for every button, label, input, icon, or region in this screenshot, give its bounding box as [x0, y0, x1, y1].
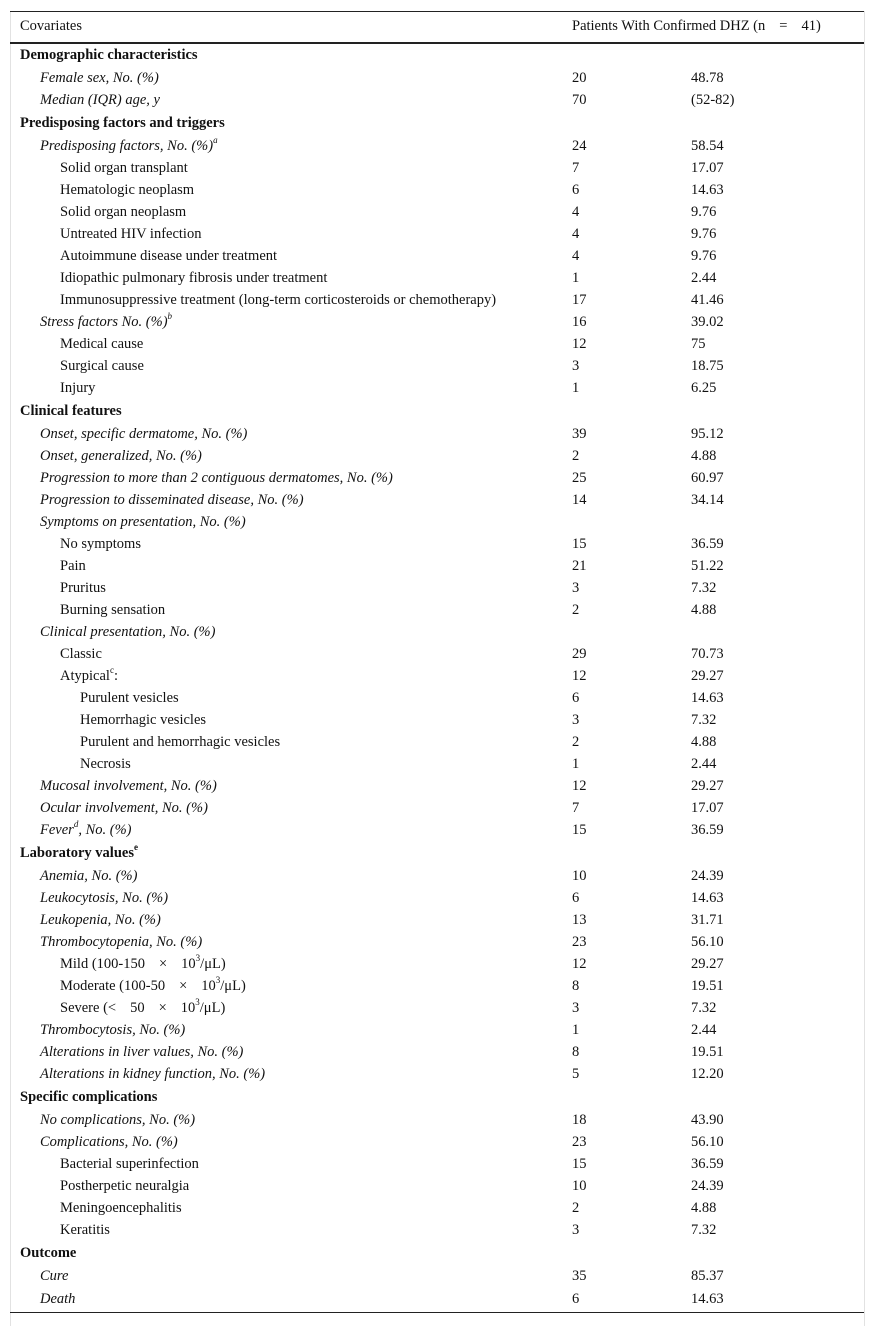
table-row: Onset, generalized, No. (%) 2 4.88	[40, 448, 717, 464]
table-row: No symptoms 15 36.59	[60, 536, 724, 552]
table-row: Alterations in kidney function, No. (%) 5 12.20	[40, 1066, 724, 1082]
table-row: Purulent and hemorrhagic vesicles 2 4.88	[80, 734, 717, 750]
table-row: No complications, No. (%) 18 43.90	[40, 1112, 724, 1128]
table-row: Meningoencephalitis 2 4.88	[60, 1200, 717, 1216]
table-row: Immunosuppressive treatment (long-term corticosteroids or chemotherapy) 17 41.46	[60, 292, 724, 308]
table-row: Hemorrhagic vesicles 3 7.32	[80, 712, 717, 728]
table-row: Hematologic neoplasm 6 14.63	[60, 182, 724, 198]
table-row: Injury 1 6.25	[60, 380, 717, 396]
section-header: Specific complications	[20, 1089, 158, 1105]
table-row: Progression to more than 2 contiguous dermatomes, No. (%) 25 60.97	[40, 470, 724, 486]
table-row: Keratitis 3 7.32	[60, 1222, 717, 1238]
table-row: Moderate $(100-50 \times 10^3/\mu L)$ 8 19.51	[60, 975, 724, 994]
table-row: Atypical$^c$: 12 29.27	[60, 665, 724, 684]
header-patients: Patients With Confirmed DHZ (n = 41)	[562, 12, 864, 43]
table-row: Complications, No. (%) 23 56.10	[40, 1134, 724, 1150]
table-row: Pain 21 51.22	[60, 558, 724, 574]
table-row: Bacterial superinfection 15 36.59	[60, 1156, 724, 1172]
table-row: Death 6 14.63	[10, 1288, 864, 1313]
table-row: Onset, specific dermatome, No. (%) 39 95.12	[40, 426, 724, 442]
table-row: Solid organ transplant 7 17.07	[60, 160, 724, 176]
table-row: Purulent vesicles 6 14.63	[80, 690, 724, 706]
table-row: Predisposing factors, No. (%)$^a$ 24 58.54	[40, 135, 724, 154]
table-row: Clinical presentation, No. (%)	[40, 624, 216, 640]
table-row: Mild $(100-150 \times 10^3/\mu L)$ 12 29.27	[60, 953, 724, 972]
table-row: Postherpetic neuralgia 10 24.39	[60, 1178, 724, 1194]
table-row: Cure 35 85.37	[40, 1268, 724, 1284]
table-row: Untreated HIV infection 4 9.76	[60, 226, 717, 242]
table-row: Solid organ neoplasm 4 9.76	[60, 204, 717, 220]
table-row: Leukopenia, No. (%) 13 31.71	[40, 912, 724, 928]
table-row: Mucosal involvement, No. (%) 12 29.27	[40, 778, 724, 794]
header-row	[10, 12, 864, 43]
table-row: Median (IQR) age, y 70 (52-82)	[40, 92, 735, 108]
table-row: Severe (< $50 \times 10^3/\mu L$) 3 7.32	[60, 997, 717, 1016]
table-row: Pruritus 3 7.32	[60, 580, 717, 596]
table-row: Classic 29 70.73	[60, 646, 724, 662]
table-row: Autoimmune disease under treatment 4 9.76	[60, 248, 717, 264]
section-header: Demographic characteristics	[20, 47, 198, 63]
table-row: Burning sensation 2 4.88	[60, 602, 717, 618]
table-row: Leukocytosis, No. (%) 6 14.63	[40, 890, 724, 906]
table-row: Anemia, No. (%) 10 24.39	[40, 868, 724, 884]
table-row: Ocular involvement, No. (%) 7 17.07	[40, 800, 724, 816]
table-row: Alterations in liver values, No. (%) 8 19.51	[40, 1044, 724, 1060]
section-header: Predisposing factors and triggers	[20, 115, 225, 131]
table-row: Stress factors No. (%)$^b$ 16 39.02	[40, 311, 724, 330]
section-header: Clinical features	[20, 403, 122, 419]
section-header: Outcome	[20, 1245, 77, 1261]
table-row: Surgical cause 3 18.75	[60, 358, 724, 374]
header-covariates: Covariates	[10, 12, 562, 43]
table-row: Medical cause 12 75	[60, 336, 706, 352]
table-row: Thrombocytopenia, No. (%) 23 56.10	[40, 934, 724, 950]
table-row: Thrombocytosis, No. (%) 1 2.44	[40, 1022, 717, 1038]
table-row: Female sex, No. (%) 20 48.78	[40, 70, 724, 86]
section-header: Laboratory values$^e$	[20, 842, 138, 861]
table-row: Fever$^d$, No. (%) 15 36.59	[40, 819, 724, 838]
table-row: Necrosis 1 2.44	[80, 756, 717, 772]
table-row: Progression to disseminated disease, No. (%) 14 34.14	[40, 492, 724, 508]
table-row: Idiopathic pulmonary fibrosis under treatment 1 2.44	[60, 270, 717, 286]
covariates-table	[10, 11, 864, 1313]
table-row: Symptoms on presentation, No. (%)	[40, 514, 246, 530]
